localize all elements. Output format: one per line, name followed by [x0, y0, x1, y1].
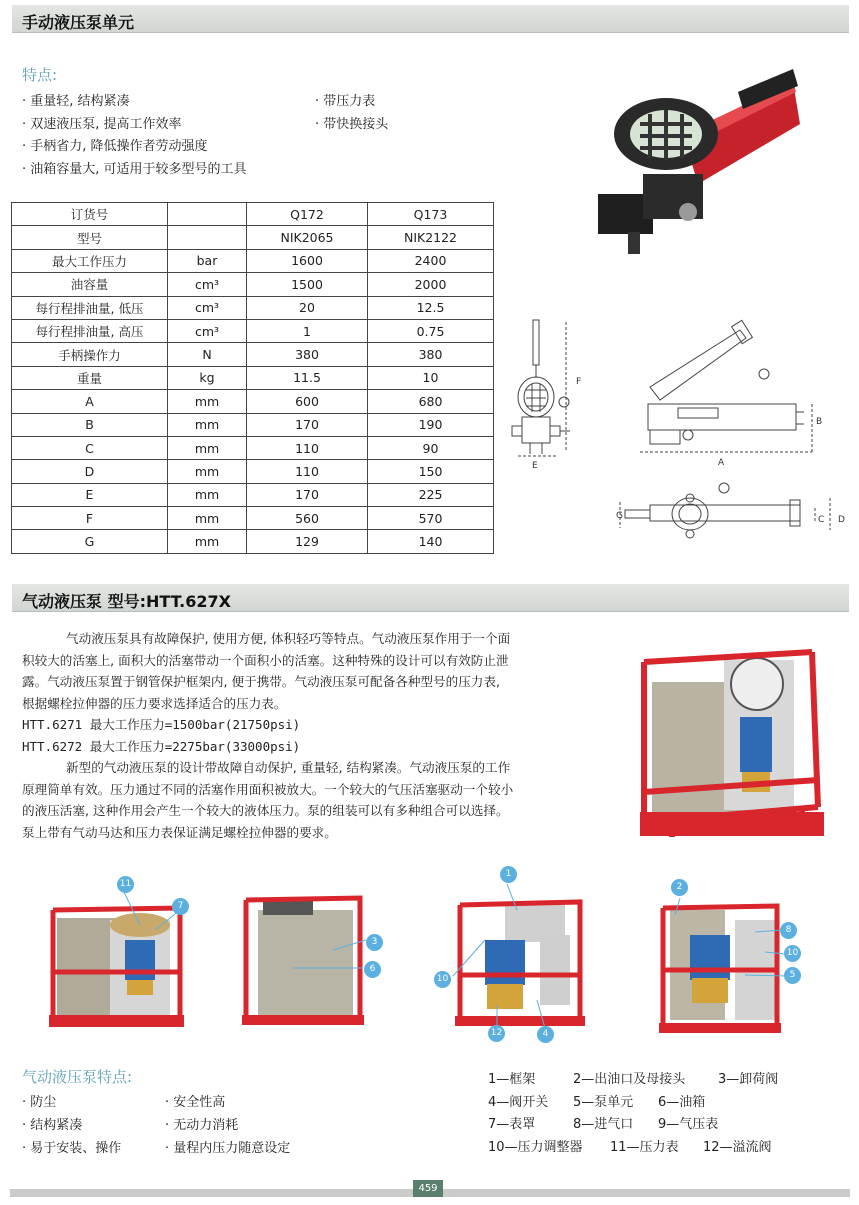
table-row [12, 436, 494, 459]
callout-5: 5 [784, 967, 801, 984]
table-cell: E [12, 483, 168, 506]
legend-item: 9—气压表 [658, 1117, 719, 1132]
table-cell: Q172 [247, 203, 368, 226]
callout-6: 6 [364, 961, 381, 978]
legend-item: 8—进气口 [573, 1117, 634, 1132]
section2-title: 气动液压泵 型号:HTT.627X [22, 592, 231, 611]
table-cell: NIK2122 [368, 226, 494, 249]
table-cell: 2400 [368, 249, 494, 272]
feature-item: · 易于安装、操作 [22, 1141, 122, 1156]
section1-title-bar [12, 5, 849, 33]
para2-line: 新型的气动液压泵的设计带故障自动保护, 重量轻, 结构紧凑。气动液压泵的工作 [66, 760, 511, 775]
table-cell: N [168, 343, 247, 366]
table-row [12, 296, 494, 319]
table-row [12, 226, 494, 249]
table-cell: mm [168, 483, 247, 506]
dim-label-G: G [616, 511, 623, 521]
table-cell: 订货号 [12, 203, 168, 226]
features-heading: 特点: [22, 66, 58, 84]
legend-item: 5—泵单元 [573, 1094, 634, 1110]
callout-10: 10 [434, 971, 451, 988]
table-cell: mm [168, 530, 247, 553]
feature-item: · 无动力消耗 [165, 1118, 239, 1133]
table-cell: 600 [247, 390, 368, 413]
air-features-col2 [165, 1091, 290, 1160]
spec-table [11, 202, 494, 554]
table-row [12, 530, 494, 553]
pump-photo-2 [238, 890, 388, 1030]
table-cell [168, 203, 247, 226]
callout-1: 1 [500, 866, 517, 883]
table-cell: 129 [247, 530, 368, 553]
dim-label-E: E [532, 461, 538, 471]
table-cell [168, 226, 247, 249]
callout-11: 11 [117, 876, 134, 893]
table-cell: 12.5 [368, 296, 494, 319]
table-cell: 225 [368, 483, 494, 506]
dim-label-B: B [816, 417, 823, 427]
feature-item: · 手柄省力, 降低操作者劳动强度 [22, 139, 208, 154]
table-row [12, 343, 494, 366]
dim-label-D: D [838, 515, 845, 525]
callout-4: 4 [537, 1026, 554, 1043]
table-cell: mm [168, 413, 247, 436]
table-cell: 110 [247, 436, 368, 459]
callout-10b: 10 [784, 945, 801, 962]
table-cell: G [12, 530, 168, 553]
technical-drawing [500, 312, 855, 572]
table-cell: 380 [247, 343, 368, 366]
feature-item: · 重量轻, 结构紧凑 [22, 94, 130, 109]
dim-label-C: C [818, 515, 825, 525]
table-row [12, 390, 494, 413]
table-cell: 560 [247, 507, 368, 530]
dim-label-F: F [576, 377, 582, 387]
table-cell: B [12, 413, 168, 436]
table-cell: 型号 [12, 226, 168, 249]
table-cell: 570 [368, 507, 494, 530]
callout-3: 3 [366, 934, 383, 951]
table-cell: 170 [247, 413, 368, 436]
table-cell: 11.5 [247, 366, 368, 389]
table-cell: 0.75 [368, 319, 494, 342]
table-cell: 每行程排油量, 高压 [12, 319, 168, 342]
table-cell: mm [168, 507, 247, 530]
table-cell: A [12, 390, 168, 413]
air-features-col1 [22, 1091, 121, 1160]
feature-item: · 带压力表 [315, 94, 376, 109]
legend-item: 11—压力表 [610, 1139, 679, 1155]
callout-7: 7 [172, 898, 189, 915]
table-row [12, 273, 494, 296]
table-row [12, 483, 494, 506]
feature-item: · 防尘 [22, 1095, 57, 1110]
table-cell: C [12, 436, 168, 459]
legend-item: 3—卸荷阀 [718, 1072, 779, 1087]
table-cell: 手柄操作力 [12, 343, 168, 366]
table-cell: kg [168, 366, 247, 389]
legend-item: 2—出油口及母接头 [573, 1072, 686, 1087]
description [22, 628, 607, 843]
hand-pump-photo [588, 64, 803, 264]
feature-item: · 结构紧凑 [22, 1118, 83, 1133]
dim-label-A: A [718, 458, 725, 468]
table-cell: 油容量 [12, 273, 168, 296]
legend-item: 1—框架 [488, 1072, 536, 1087]
table-cell: cm³ [168, 273, 247, 296]
table-cell: Q173 [368, 203, 494, 226]
feature-item: · 量程内压力随意设定 [165, 1141, 291, 1156]
para2-line: 泵上带有气动马达和压力表保证满足螺栓拉伸器的要求。 [22, 824, 337, 840]
table-cell: 1500 [247, 273, 368, 296]
table-cell: mm [168, 390, 247, 413]
table-cell: 680 [368, 390, 494, 413]
legend-item: 10—压力调整器 [488, 1139, 583, 1155]
table-cell: 每行程排油量, 低压 [12, 296, 168, 319]
air-pump-features-heading: 气动液压泵特点: [22, 1068, 133, 1086]
section1-title: 手动液压泵单元 [22, 13, 135, 32]
feature-item: · 带快换接头 [315, 116, 389, 132]
table-cell: bar [168, 249, 247, 272]
para1-line: 根据螺栓拉伸器的压力要求选择适合的压力表。 [22, 695, 287, 711]
table-cell: 10 [368, 366, 494, 389]
para1-line: 积较大的活塞上, 面积大的活塞带动一个面积小的活塞。这种特殊的设计可以有效防止泄 [22, 652, 509, 668]
table-cell: 最大工作压力 [12, 249, 168, 272]
model-line: HTT.6272 最大工作压力=2275bar(33000psi) [22, 738, 301, 754]
table-cell: 170 [247, 483, 368, 506]
callout-12: 12 [488, 1025, 505, 1042]
table-cell: 380 [368, 343, 494, 366]
table-cell: D [12, 460, 168, 483]
legend-item: 6—油箱 [658, 1094, 706, 1110]
section2-title-bar [12, 584, 849, 612]
table-cell: cm³ [168, 319, 247, 342]
para1-line: 气动液压泵具有故障保护, 使用方便, 体积轻巧等特点。气动液压泵作用于一个面 [66, 631, 511, 646]
table-cell: mm [168, 460, 247, 483]
para1-line: 露。气动液压泵置于钢管保护框架内, 便于携带。气动液压泵可配备各种型号的压力表, [22, 674, 500, 689]
feature-item: · 油箱容量大, 可适用于较多型号的工具 [22, 161, 247, 177]
table-cell: 1600 [247, 249, 368, 272]
features-right-list [315, 90, 388, 135]
callout-2: 2 [671, 879, 688, 896]
legend-item: 7—表罩 [488, 1117, 536, 1132]
table-cell: NIK2065 [247, 226, 368, 249]
feature-item: · 双速液压泵, 提高工作效率 [22, 116, 182, 132]
table-cell: 20 [247, 296, 368, 319]
table-cell: 2000 [368, 273, 494, 296]
table-row [12, 507, 494, 530]
table-row [12, 413, 494, 436]
table-row [12, 366, 494, 389]
table-cell: 110 [247, 460, 368, 483]
legend-item: 12—溢流阀 [703, 1139, 772, 1155]
table-cell: cm³ [168, 296, 247, 319]
model-line: HTT.6271 最大工作压力=1500bar(21750psi) [22, 717, 301, 732]
legend-item: 4—阀开关 [488, 1094, 549, 1110]
table-cell: mm [168, 436, 247, 459]
pump-photo-3 [445, 880, 595, 1035]
table-cell: 重量 [12, 366, 168, 389]
table-cell: 140 [368, 530, 494, 553]
features-left-list [22, 90, 247, 180]
feature-item: · 安全性高 [165, 1095, 226, 1110]
table-cell: 190 [368, 413, 494, 436]
page-number: 459 [413, 1180, 443, 1197]
table-row [12, 319, 494, 342]
table-cell: 150 [368, 460, 494, 483]
callout-8: 8 [780, 922, 797, 939]
table-row [12, 203, 494, 226]
para2-line: 的液压活塞, 这种作用会产生一个较大的液体压力。泵的组装可以有多种组合可以选择。 [22, 803, 509, 818]
para2-line: 原理简单有效。压力通过不同的活塞作用面积被放大。一个较大的气压活塞驱动一个较小 [22, 781, 514, 797]
table-cell: 1 [247, 319, 368, 342]
air-pump-photo [632, 632, 832, 842]
table-row [12, 249, 494, 272]
table-cell: F [12, 507, 168, 530]
table-cell: 90 [368, 436, 494, 459]
table-row [12, 460, 494, 483]
